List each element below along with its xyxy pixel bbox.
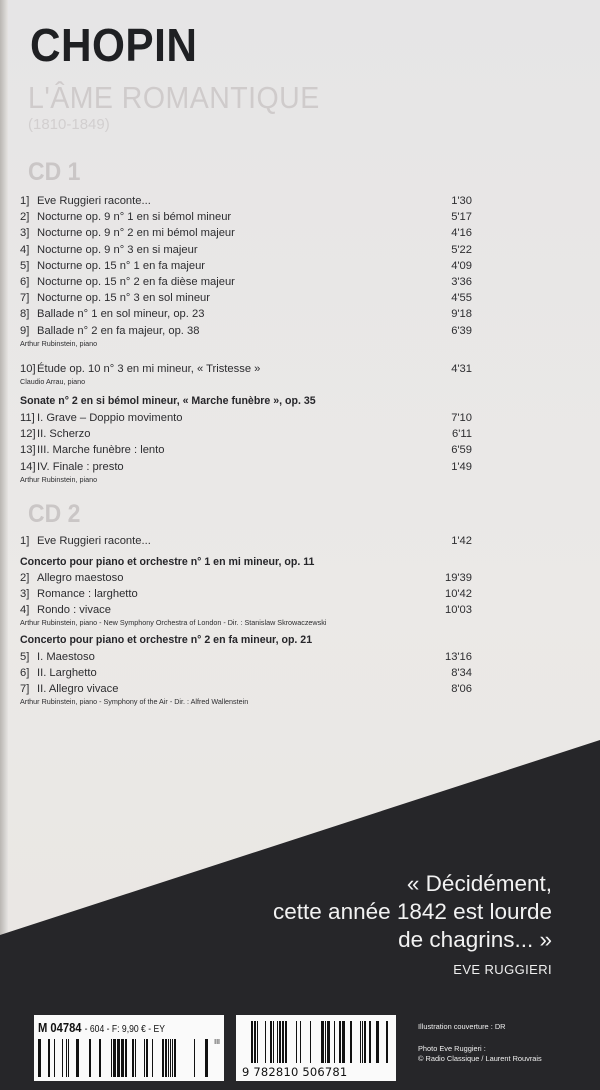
page-title: CHOPIN: [30, 19, 198, 71]
track-title: 14]IV. Finale : presto: [20, 459, 124, 475]
track-number: 1]: [20, 195, 30, 207]
track-duration: 4'09: [451, 259, 472, 272]
barcode-bar: [76, 1039, 79, 1077]
barcode-bar: [66, 1039, 67, 1077]
barcode-bar: [144, 1039, 145, 1077]
barcode-bar: [321, 1021, 324, 1063]
track-duration: 4'31: [451, 363, 472, 375]
barcode-bar: [89, 1039, 91, 1077]
barcode-bar: [135, 1039, 136, 1077]
track-row: [20, 602, 472, 618]
track-title: 5] I. Maestoso: [20, 649, 95, 665]
barcode-bar: [54, 1039, 55, 1077]
illustration-credit: Illustration couverture : DR: [418, 1022, 506, 1031]
track-title: 13]III. Marche funèbre : lento: [20, 442, 164, 458]
track-title: 4] Nocturne op. 9 n° 3 en si majeur: [20, 242, 198, 258]
track-row: [20, 442, 472, 458]
cd2-tracklist-c: [20, 649, 472, 698]
track-title: 2] Nocturne op. 9 n° 1 en si bémol mineur: [20, 209, 231, 225]
barcode-bar: [205, 1039, 208, 1077]
barcode-graphic-left: [38, 1039, 214, 1077]
barcode-bar: [279, 1021, 281, 1063]
price-code: [38, 1020, 165, 1035]
barcode-bar: [265, 1021, 266, 1063]
track-row: [20, 290, 472, 306]
track-duration: 1'30: [451, 195, 472, 207]
track-duration: 5'22: [451, 243, 472, 256]
track-title: 12]II. Scherzo: [20, 426, 90, 442]
quote-line: de chagrins... »: [398, 927, 552, 952]
track-row: [20, 274, 472, 290]
track-duration: 4'16: [451, 227, 472, 240]
track-duration: 5'17: [451, 211, 472, 224]
track-title: 11] I. Grave – Doppio movimento: [20, 410, 183, 426]
barcode-bar: [99, 1039, 101, 1077]
barcode-bar: [310, 1021, 311, 1063]
barcode-bar: [172, 1039, 173, 1077]
cd1-credit-c: Arthur Rubinstein, piano: [20, 475, 98, 484]
track-duration: 6'59: [451, 444, 472, 457]
track-number: 6]: [20, 275, 30, 288]
quote-line: cette année 1842 est lourde: [273, 899, 552, 924]
barcode-bar: [285, 1021, 287, 1063]
ean-barcode-label: [236, 1015, 396, 1081]
barcode-bar: [165, 1039, 167, 1077]
track-number: 5]: [20, 259, 30, 272]
barcode-bar: [146, 1039, 148, 1077]
barcode-bar: [325, 1021, 326, 1063]
barcode-bar: [360, 1021, 361, 1063]
barcode-bar: [174, 1039, 176, 1077]
barcode-bar: [62, 1039, 63, 1077]
track-number: 13]: [20, 444, 36, 457]
track-title: 2] Allegro maestoso: [20, 570, 123, 586]
track-title: 1] Eve Ruggieri raconte...: [20, 533, 151, 549]
track-number: 3]: [20, 227, 30, 240]
barcode-bar: [162, 1039, 164, 1077]
barcode-bar: [300, 1021, 301, 1063]
track-number: 6]: [20, 667, 30, 680]
track-row: [20, 258, 472, 274]
track-row: [20, 361, 472, 377]
track-number: 2]: [20, 211, 30, 224]
barcode-bar: [277, 1021, 278, 1063]
track-number: 5]: [20, 651, 30, 663]
track-title: 8] Ballade n° 1 en sol mineur, op. 23: [20, 306, 204, 322]
track-number: 8]: [20, 308, 30, 321]
track-row: [20, 306, 472, 322]
cd1-sonata-title: Sonate n° 2 en si bémol mineur, « Marche funèbre », op. 35: [20, 395, 316, 407]
barcode-bar: [350, 1021, 352, 1063]
track-number: 7]: [20, 292, 30, 305]
track-row: [20, 225, 472, 241]
copyright-credit: © Radio Classique / Laurent Rouvrais: [418, 1054, 542, 1063]
track-title: 1] Eve Ruggieri raconte...: [20, 193, 151, 209]
track-row: [20, 665, 472, 681]
track-title: 4] Rondo : vivace: [20, 602, 111, 618]
barcode-bar: [38, 1039, 41, 1077]
track-number: 11]: [20, 412, 35, 424]
track-row: [20, 426, 472, 442]
track-duration: 3'36: [451, 275, 472, 288]
track-duration: 6'11: [452, 428, 472, 441]
cd1-credit-a: Arthur Rubinstein, piano: [20, 339, 98, 348]
track-duration: 1'42: [451, 535, 472, 547]
barcode-bar: [121, 1039, 124, 1077]
barcode-bar: [369, 1021, 371, 1063]
track-title: 6] Nocturne op. 15 n° 2 en fa dièse majeur: [20, 274, 235, 290]
track-title: 7] II. Allegro vivace: [20, 681, 118, 697]
composer-dates: (1810-1849): [28, 116, 110, 133]
barcode-bar: [386, 1021, 388, 1063]
track-number: 7]: [20, 683, 30, 696]
track-row: [20, 681, 472, 697]
quote-line: « Décidément,: [406, 871, 552, 896]
cd1-credit-b: Claudio Arrau, piano: [20, 377, 86, 386]
barcode-bar: [194, 1039, 195, 1077]
barcode-bar: [296, 1021, 297, 1063]
barcode-bar: [376, 1021, 379, 1063]
track-duration: 7'10: [451, 412, 472, 424]
track-row: [20, 570, 472, 586]
track-row: [20, 193, 472, 209]
cd2-tracklist-a: [20, 533, 472, 549]
track-title: 6] II. Larghetto: [20, 665, 97, 681]
barcode-bar: [170, 1039, 171, 1077]
track-duration: 4'55: [451, 292, 472, 305]
barcode-bar: [273, 1021, 274, 1063]
cd2-credit-c: Arthur Rubinstein, piano - Symphony of the Air - Dir. : Alfred Wallenstein: [20, 697, 249, 706]
track-duration: 10'42: [444, 588, 472, 601]
price-text: - 604 - F: 9,90 € - EY: [84, 1024, 165, 1035]
cd1-tracklist-a: [20, 193, 472, 339]
track-number: 14]: [20, 460, 36, 473]
ean-digits: 9 782810 506781: [242, 1065, 348, 1079]
cd1-tracklist-c: [20, 410, 472, 475]
track-title: 7] Nocturne op. 15 n° 3 en sol mineur: [20, 290, 210, 306]
cd2-credit-b: Arthur Rubinstein, piano - New Symphony Orchestra of London - Dir. : Stanislaw Skrowaczewski: [20, 618, 327, 627]
track-row: [20, 459, 472, 475]
barcode-bar: [334, 1021, 335, 1063]
track-number: 12]: [20, 428, 36, 441]
track-title: 3] Romance : larghetto: [20, 586, 138, 602]
barcode-bar: [48, 1039, 50, 1077]
track-title: 5] Nocturne op. 15 n° 1 en fa majeur: [20, 258, 205, 274]
cd2-tracklist-b: [20, 570, 472, 619]
issue-code: M 04784: [38, 1020, 82, 1035]
barcode-bar: [168, 1039, 169, 1077]
track-duration: 1'49: [451, 460, 472, 473]
track-row: [20, 533, 472, 549]
barcode-bar: [132, 1039, 134, 1077]
track-number: 4]: [20, 604, 30, 617]
track-number: 3]: [20, 588, 30, 601]
track-duration: 10'03: [444, 604, 472, 617]
track-row: [20, 586, 472, 602]
price-barcode-label: [34, 1015, 224, 1081]
barcode-bar: [342, 1021, 345, 1063]
page-subtitle: L'ÂME ROMANTIQUE: [28, 80, 320, 115]
barcode-bar: [254, 1021, 256, 1063]
barcode-bar: [339, 1021, 341, 1063]
track-title: 10]Étude op. 10 n° 3 en mi mineur, « Tristesse »: [20, 361, 260, 377]
cd2-concerto1-title: Concerto pour piano et orchestre n° 1 en mi mineur, op. 11: [20, 556, 315, 568]
barcode-bar: [362, 1021, 363, 1063]
track-title: 3] Nocturne op. 9 n° 2 en mi bémol majeur: [20, 225, 235, 241]
track-duration: 19'39: [444, 572, 472, 584]
track-row: [20, 209, 472, 225]
barcode-bar: [111, 1039, 112, 1077]
cd1-label: CD 1: [28, 158, 81, 186]
track-duration: 13'16: [444, 651, 472, 663]
track-duration: 8'34: [451, 667, 472, 680]
photo-credits: [418, 1022, 542, 1064]
photo-credit: Photo Eve Ruggieri :: [418, 1044, 486, 1053]
track-number: 10]: [20, 363, 36, 375]
quote-author: EVE RUGGIERI: [453, 962, 552, 977]
track-duration: 6'39: [451, 324, 472, 337]
track-row: [20, 410, 472, 426]
barcode-bar: [270, 1021, 272, 1063]
cd2-concerto2-title: Concerto pour piano et orchestre n° 2 en fa mineur, op. 21: [20, 634, 313, 646]
track-duration: 9'18: [451, 308, 472, 321]
track-row: [20, 242, 472, 258]
track-number: 1]: [20, 535, 30, 547]
barcode-bar: [117, 1039, 120, 1077]
barcode-bar: [68, 1039, 69, 1077]
barcode-bar: [251, 1021, 253, 1063]
track-row: [20, 649, 472, 665]
track-number: 2]: [20, 572, 30, 584]
track-number: 4]: [20, 243, 30, 256]
quote-block: [132, 870, 552, 954]
barcode-graphic-right: [241, 1021, 391, 1063]
barcode-bar: [152, 1039, 153, 1077]
barcode-bar: [257, 1021, 258, 1063]
cd1-tracklist-b: [20, 361, 472, 377]
track-title: 9] Ballade n° 2 en fa majeur, op. 38: [20, 323, 199, 339]
barcode-bar: [364, 1021, 366, 1063]
track-duration: 8'06: [451, 683, 472, 696]
barcode-bar: [113, 1039, 116, 1077]
track-number: 9]: [20, 324, 30, 337]
track-row: [20, 323, 472, 339]
barcode-bar: [282, 1021, 284, 1063]
cd2-label: CD 2: [28, 500, 81, 528]
barcode-bar: [327, 1021, 330, 1063]
barcode-bar: [125, 1039, 127, 1077]
barcode-small-mark: III: [214, 1039, 220, 1046]
